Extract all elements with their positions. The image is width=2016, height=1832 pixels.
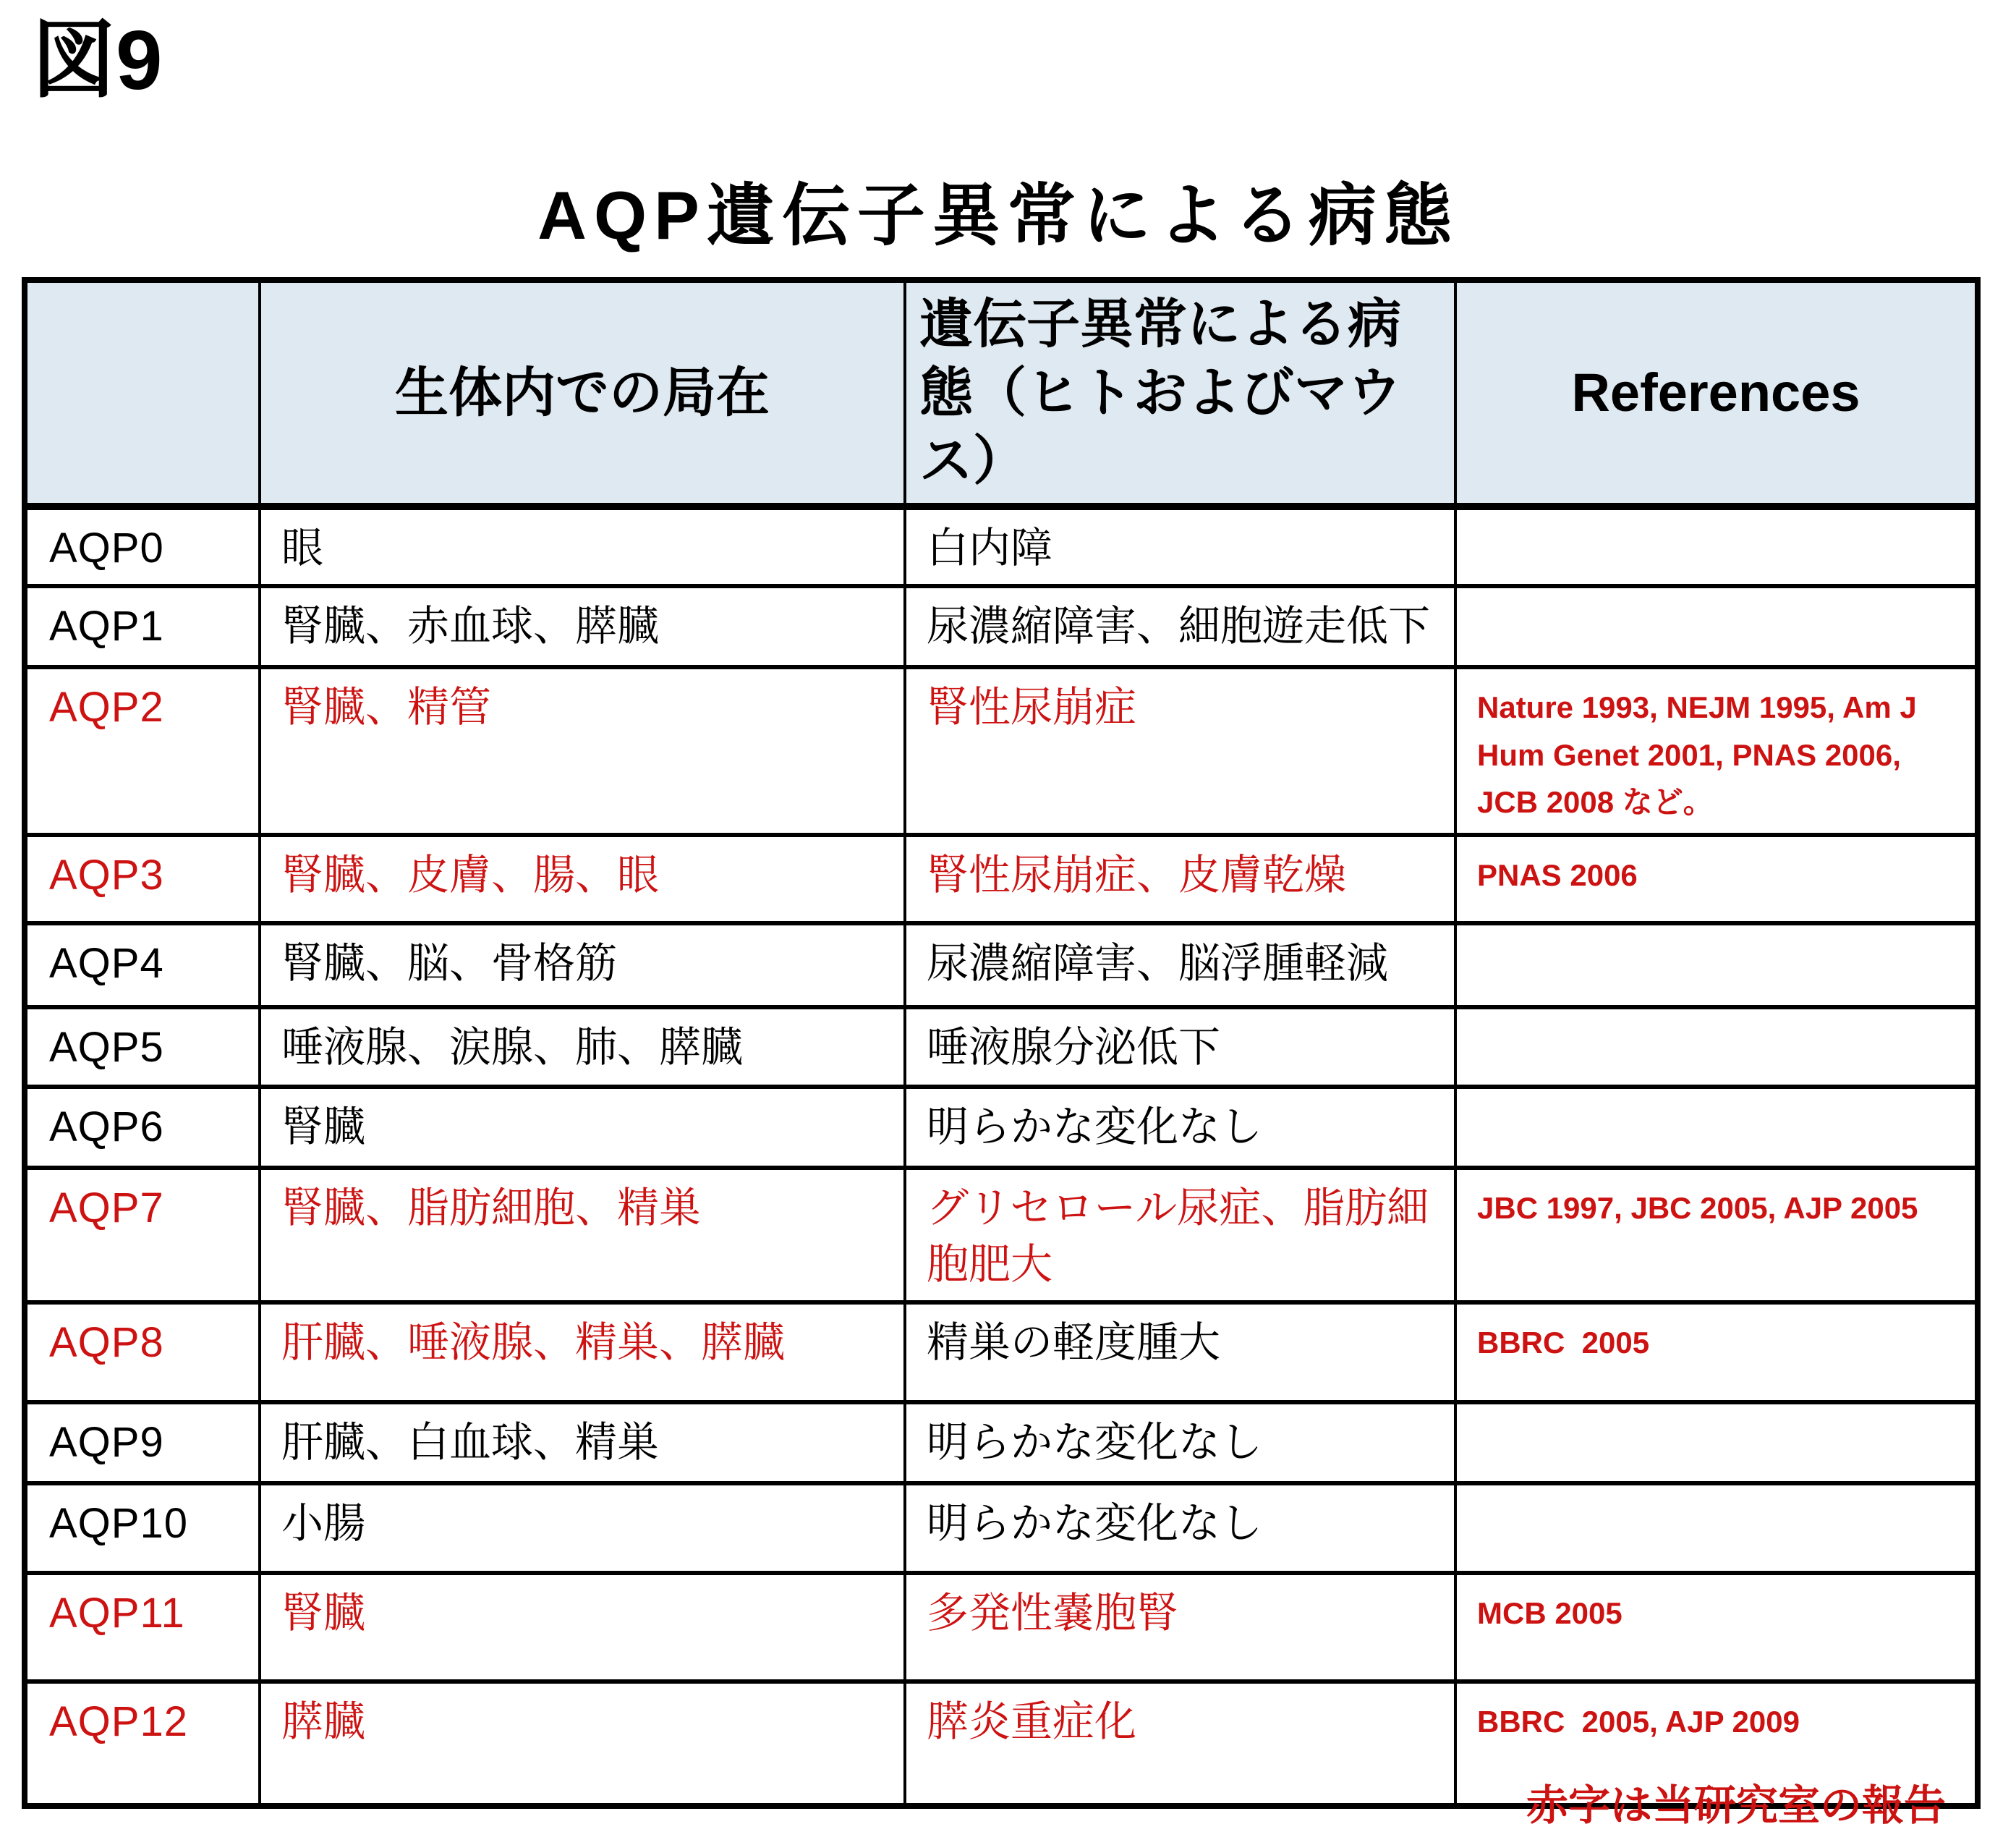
table-row [25,506,1978,586]
references-cell: JBC 1997, JBC 2005, AJP 2005 [1455,1168,1978,1303]
location-cell: 肝臓、唾液腺、精巣、膵臓 [260,1302,905,1402]
location-cell: 腎臓、脳、骨格筋 [260,923,905,1007]
table-row [25,586,1978,667]
aqp-name-cell: AQP4 [25,923,260,1007]
pathology-cell: 明らかな変化なし [905,1483,1455,1573]
references-cell: BBRC 2005 [1455,1302,1978,1402]
pathology-cell: 明らかな変化なし [905,1402,1455,1483]
pathology-cell: 明らかな変化なし [905,1087,1455,1168]
aqp-name-cell: AQP10 [25,1483,260,1573]
pathology-cell: 多発性嚢胞腎 [905,1573,1455,1682]
location-cell: 腎臓 [260,1573,905,1682]
references-cell: MCB 2005 [1455,1573,1978,1682]
references-cell [1455,506,1978,586]
references-cell: BBRC 2005, AJP 2009 [1455,1682,1978,1806]
pathology-cell: 膵炎重症化 [905,1682,1455,1806]
references-cell [1455,1402,1978,1483]
references-cell [1455,586,1978,667]
pathology-cell: 精巣の軽度腫大 [905,1302,1455,1402]
location-cell: 腎臓 [260,1087,905,1168]
header-location: 生体内での局在 [260,280,905,506]
location-cell: 唾液腺、涙腺、肺、膵臓 [260,1007,905,1087]
aqp-name-cell: AQP12 [25,1682,260,1806]
table-row [25,1087,1978,1168]
references-cell [1455,1087,1978,1168]
table-row [25,667,1978,834]
header-references: References [1455,280,1978,506]
aqp-name-cell: AQP2 [25,667,260,834]
table-row [25,1007,1978,1087]
pathology-cell: 尿濃縮障害、脳浮腫軽減 [905,923,1455,1007]
references-cell: PNAS 2006 [1455,835,1978,923]
header-empty [25,280,260,506]
location-cell: 腎臓、精管 [260,667,905,834]
pathology-cell: グリセロール尿症、脂肪細胞肥大 [905,1168,1455,1303]
pathology-cell: 尿濃縮障害、細胞遊走低下 [905,586,1455,667]
aqp-name-cell: AQP0 [25,506,260,586]
location-cell: 眼 [260,506,905,586]
aqp-name-cell: AQP6 [25,1087,260,1168]
figure-title: AQP遺伝子異常による病態 [537,177,1459,253]
aqp-name-cell: AQP3 [25,835,260,923]
location-cell: 肝臓、白血球、精巣 [260,1402,905,1483]
footnote: 赤字は当研究室の報告 [1526,1782,1946,1829]
location-cell: 腎臓、脂肪細胞、精巣 [260,1168,905,1303]
pathology-cell: 白内障 [905,506,1455,586]
references-cell [1455,1007,1978,1087]
figure-label: 図9 [32,13,163,107]
aqp-name-cell: AQP7 [25,1168,260,1303]
table-row [25,923,1978,1007]
aqp-name-cell: AQP9 [25,1402,260,1483]
aqp-table [22,277,1981,1809]
table-row [25,1402,1978,1483]
references-cell [1455,1483,1978,1573]
table-row [25,1302,1978,1402]
location-cell: 腎臓、赤血球、膵臓 [260,586,905,667]
header-pathology: 遺伝子異常による病態（ヒトおよびマウス） [905,280,1455,506]
table-row [25,1573,1978,1682]
location-cell: 小腸 [260,1483,905,1573]
aqp-name-cell: AQP11 [25,1573,260,1682]
pathology-cell: 唾液腺分泌低下 [905,1007,1455,1087]
location-cell: 腎臓、皮膚、腸、眼 [260,835,905,923]
table-row [25,1483,1978,1573]
references-cell [1455,923,1978,1007]
pathology-cell: 腎性尿崩症 [905,667,1455,834]
table-row [25,1168,1978,1303]
aqp-name-cell: AQP5 [25,1007,260,1087]
table-header [25,280,1978,506]
table-row [25,835,1978,923]
location-cell: 膵臓 [260,1682,905,1806]
references-cell: Nature 1993, NEJM 1995, Am J Hum Genet 2001, PNAS 2006, JCB 2008 など。 [1455,667,1978,834]
table-body [25,506,1978,1806]
pathology-cell: 腎性尿崩症、皮膚乾燥 [905,835,1455,923]
aqp-name-cell: AQP8 [25,1302,260,1402]
header-row [25,280,1978,506]
aqp-name-cell: AQP1 [25,586,260,667]
